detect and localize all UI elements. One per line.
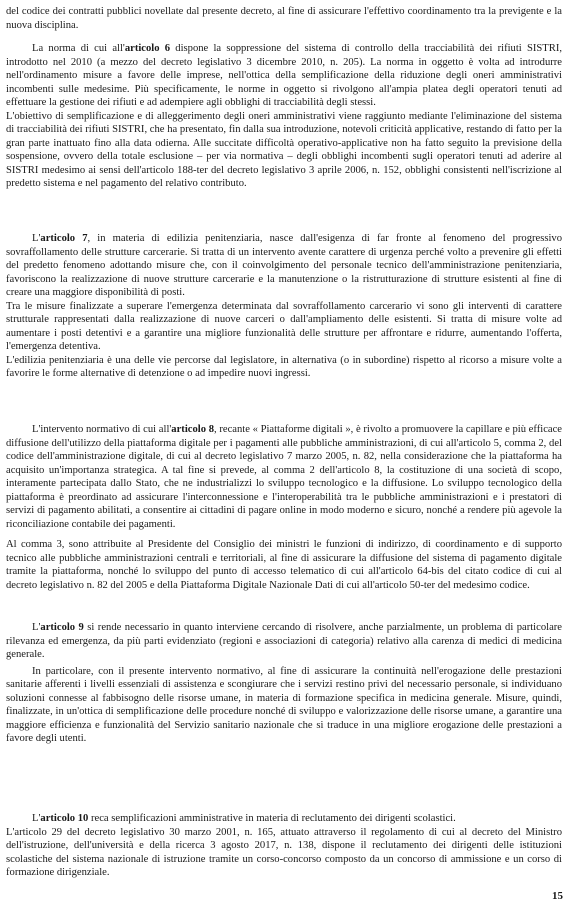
- article-7-text: , in materia di edilizia penitenziaria, nasce dall'esigenza di far fronte al fenomeno del progressivo sovraffollamento delle strutture carcerarie. Si tratta di un intervento avente carattere di urgenza perché volto a prevenire gli effetti del predetto fenomeno adottando misure che, con il coinvolgimento del personale tecnico dell'amministrazione penitenziaria, favoriscono la realizzazione di nuove strutture carcerarie e la manutenzione o la ristrutturazione di strutture esistenti al fine di creare una maggiore disponibilità di posti.: [6, 233, 562, 299]
- article-8-text: , recante « Piattaforme digitali », è rivolto a promuovere la capillare e più efficace diffusione dell'utilizzo della piattaforma digitale per i pagamenti alle pubbliche amministrazioni, di cui all'articolo 5, comma 2, del codice dell'amministrazione digitale, di cui al decreto legislativo 7 marzo 2005, n. 82, nella considerazione che la piattaforma ha acquisito un'importanza strategica. A tal fine si prevede, al comma 2 dell'articolo 8, la costituzione di una società di scopo, interamente partecipata dallo Stato, che ne industrializzi lo sviluppo tecnologico e la diffusione. Lo sviluppo tecnologico della piattaforma è preordinato ad assicurare l'interconnessione e l'interoperabilità tra le pubbliche amministrazioni e i prestatori di servizi di pagamento abilitati, a consentire ai cittadini di pagare online in modo moderno e sicuro, nonché a rendere più agevole la riconciliazione contabile dei pagamenti.: [6, 424, 562, 530]
- article-8-second-paragraph: Al comma 3, sono attribuite al Presidente del Consiglio dei ministri le funzioni di indirizzo, di coordinamento e di supporto tecnico alle pubbliche amministrazioni centrali e territoriali, al fine di assicurare la diffusione del sistema di pagamento digitale tramite la piattaforma, nonché lo sviluppo del punto di accesso telematico di cui all'articolo 64-bis del citato codice di cui al decreto legislativo n. 82 del 2005 e della Piattaforma Digitale Nazionale Dati di cui all'articolo 50-ter del medesimo codice.: [6, 539, 562, 592]
- article-9-text: si rende necessario in quanto interviene cercando di risolvere, anche parzialmente, un problema di particolare rilevanza ed emergenza, da più parti evidenziato (regioni e associazioni di categoria) relativo alla carenza di medici di medicina generale.: [6, 622, 563, 661]
- article-6-paragraph: [6, 42, 562, 110]
- article-6-section: [6, 42, 562, 191]
- article-9-section: [6, 621, 562, 746]
- article-7-paragraph: [6, 232, 562, 300]
- article-9-paragraph: [6, 621, 562, 662]
- article-8-section: [6, 423, 562, 593]
- article-10-paragraph: [6, 812, 562, 826]
- article-6-lead: La norma di cui all': [32, 43, 125, 54]
- article-10-section: [6, 812, 562, 880]
- article-7-third-paragraph: L'edilizia penitenziaria è una delle vie percorse dal legislatore, in alternativa (o in subordine) rispetto al ricorso a misure volte a favorire le forme alternative di detenzione o ad impedire nuovi ingressi.: [6, 354, 562, 380]
- article-6-second-paragraph: L'obiettivo di semplificazione e di alleggerimento degli oneri amministrativi viene raggiunto mediante l'eliminazione del sistema di tracciabilità dei rifiuti SISTRI, che ha presentato, fin dalla sua introduzione, notevoli criticità applicative, restando di fatto per la gran parte inattuato fino alla data odierna. Alle succitate difficoltà operativo-applicative non ha fatto seguito la previsione della sospensione, ovvero della totale esclusione – per via normativa – degli obblighi incombenti sugli operatori tenuti ad aderire al SISTRI medesimo ai sensi dell'articolo 188-ter del decreto legislativo 3 aprile 2006, n. 152, obblighi consistenti nell'iscrizione al predetto sistema e nel pagamento del relativo contributo.: [6, 110, 562, 190]
- article-6-label: articolo 6: [124, 43, 171, 54]
- article-7-lead: L': [32, 233, 41, 244]
- article-10-text: reca semplificazioni amministrative in materia di reclutamento dei dirigenti scolastici.: [88, 813, 456, 824]
- article-9-second-paragraph: In particolare, con il presente intervento normativo, al fine di assicurare la continuità nell'erogazione delle prestazioni sanitarie afferenti i livelli essenziali di assistenza e scongiurare che i servizi restino privi del necessario personale, si individuano soluzioni connesse al fabbisogno delle risorse umane, in materia di formazione specifica in medicina generale. Misure, quindi, finalizzate, in un'ottica di semplificazione delle procedure nonché di sviluppo e valorizzazione delle risorse umane, a garantire una maggiore efficienza e funzionalità del Servizio sanitario nazionale che si traduce in una migliore erogazione delle prestazioni a favore degli utenti.: [6, 665, 562, 745]
- article-7-second-paragraph: Tra le misure finalizzate a superare l'emergenza determinata dal sovraffollamento carcerario vi sono gli interventi di carattere strutturale rappresentati dalla realizzazione di nuove carceri o dall'ampliamento delle esistenti. Si tratta di misure volte ad aumentare i posti detentivi e a garantire una migliore funzionalità delle strutture per affrontare e ridurre, aumentando l'offerta, l'emergenza detentiva.: [6, 300, 562, 353]
- article-6-text: dispone la soppressione del sistema di controllo della tracciabilità dei rifiuti SISTRI, introdotto nel 2010 (a mezzo del decreto legislativo 3 dicembre 2010, n. 205). La norma in oggetto è volta ad introdurre nell'ordinamento misure a favore delle imprese, nell'ottica della semplificazione della riduzione degli oneri amministrativi incombenti sulle medesime. Più specificamente, le norme in oggetto si rivolgono all'ampia platea degli operatori tenuti ad effettuare la gestione dei rifiuti e ad adempiere agli obblighi di tracciabilità degli stessi.: [6, 43, 562, 109]
- article-10-label: articolo 10: [40, 813, 89, 824]
- article-9-label: articolo 9: [40, 622, 84, 633]
- intro-paragraph: [6, 5, 562, 32]
- page-number: 15: [552, 890, 563, 902]
- article-8-lead: L'intervento normativo di cui all': [32, 424, 172, 435]
- article-8-paragraph: [6, 423, 562, 531]
- article-9-lead: L': [32, 622, 41, 633]
- article-7-label: articolo 7: [40, 233, 88, 244]
- article-10-lead: L': [32, 813, 41, 824]
- article-8-label: articolo 8: [171, 424, 214, 435]
- article-10-second-paragraph: L'articolo 29 del decreto legislativo 30 marzo 2001, n. 165, attuato attraverso il regolamento di cui al decreto del Ministro dell'istruzione, dell'università e della ricerca 3 agosto 2017, n. 138, dispone il reclutamento dei dirigenti delle istituzioni scolastiche del sistema nazionale di istruzione tramite un corso-concorso composto da un concorso di ammissione e un corso di formazione dirigenziale.: [6, 826, 562, 879]
- article-7-section: [6, 232, 562, 381]
- intro-text: del codice dei contratti pubblici novellate dal presente decreto, al fine di assicurare l'effettivo coordinamento tra la previgente e la nuova disciplina.: [6, 6, 562, 31]
